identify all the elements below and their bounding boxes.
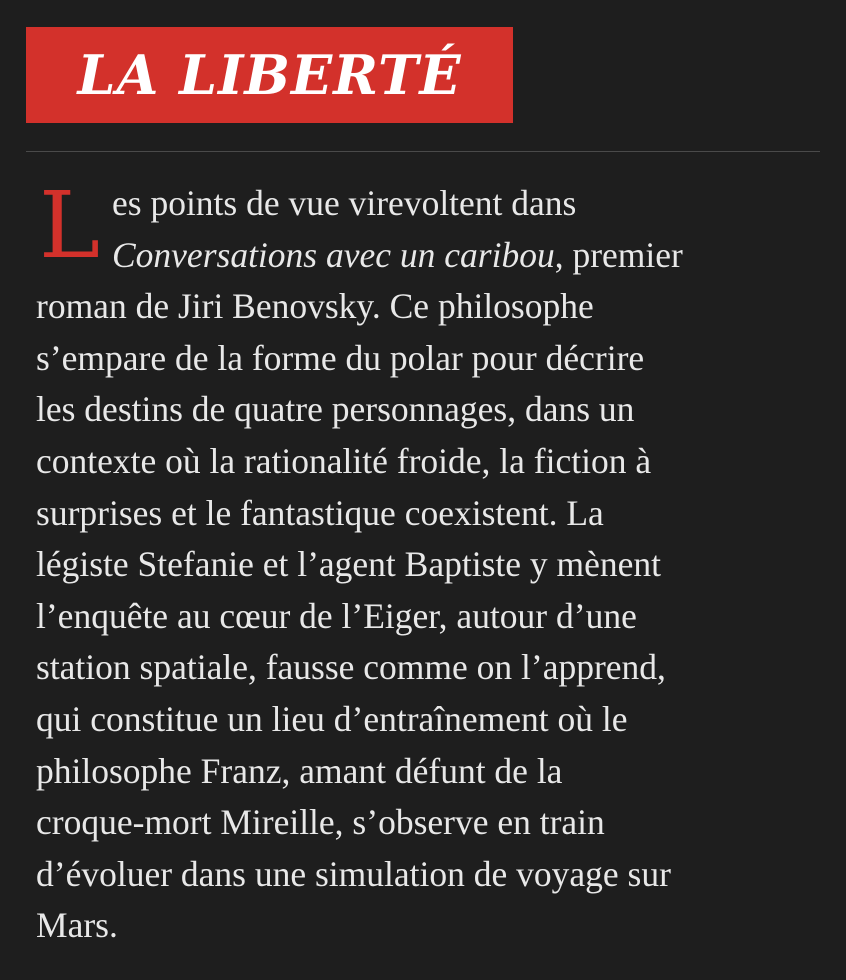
header-divider <box>26 151 820 152</box>
article-line: philosophe Franz, amant défunt de la <box>36 750 563 791</box>
article-line <box>36 230 826 282</box>
article-line: roman de Jiri Benovsky. Ce philosophe <box>36 286 594 327</box>
article-line-tail: , premier <box>554 234 683 275</box>
article-line: contexte où la rationalité froide, la fiction à <box>36 440 652 481</box>
article-line: légiste Stefanie et l’agent Baptiste y mènent <box>36 544 661 585</box>
article-line: surprises et le fantastique coexistent. La <box>36 492 604 533</box>
masthead-logo <box>26 27 513 123</box>
article-line: les destins de quatre personnages, dans un <box>36 389 635 430</box>
book-title: Conversations avec un caribou <box>112 234 555 275</box>
article-line: s’empare de la forme du polar pour décrire <box>36 337 645 378</box>
article-line: es points de vue virevoltent dans <box>112 183 577 223</box>
article-line: station spatiale, fausse comme on l’apprend, <box>36 647 666 688</box>
article-line: d’évoluer dans une simulation de voyage sur <box>36 853 671 894</box>
masthead-title: LA LIBERTÉ <box>77 43 462 107</box>
article-line: Mars. <box>36 905 118 946</box>
drop-cap: L <box>39 172 101 279</box>
article-body <box>36 172 826 952</box>
article-line: l’enquête au cœur de l’Eiger, autour d’une <box>36 595 637 636</box>
article-line: qui constitue un lieu d’entraînement où le <box>36 698 628 739</box>
article-line: croque-mort Mireille, s’observe en train <box>36 802 605 843</box>
